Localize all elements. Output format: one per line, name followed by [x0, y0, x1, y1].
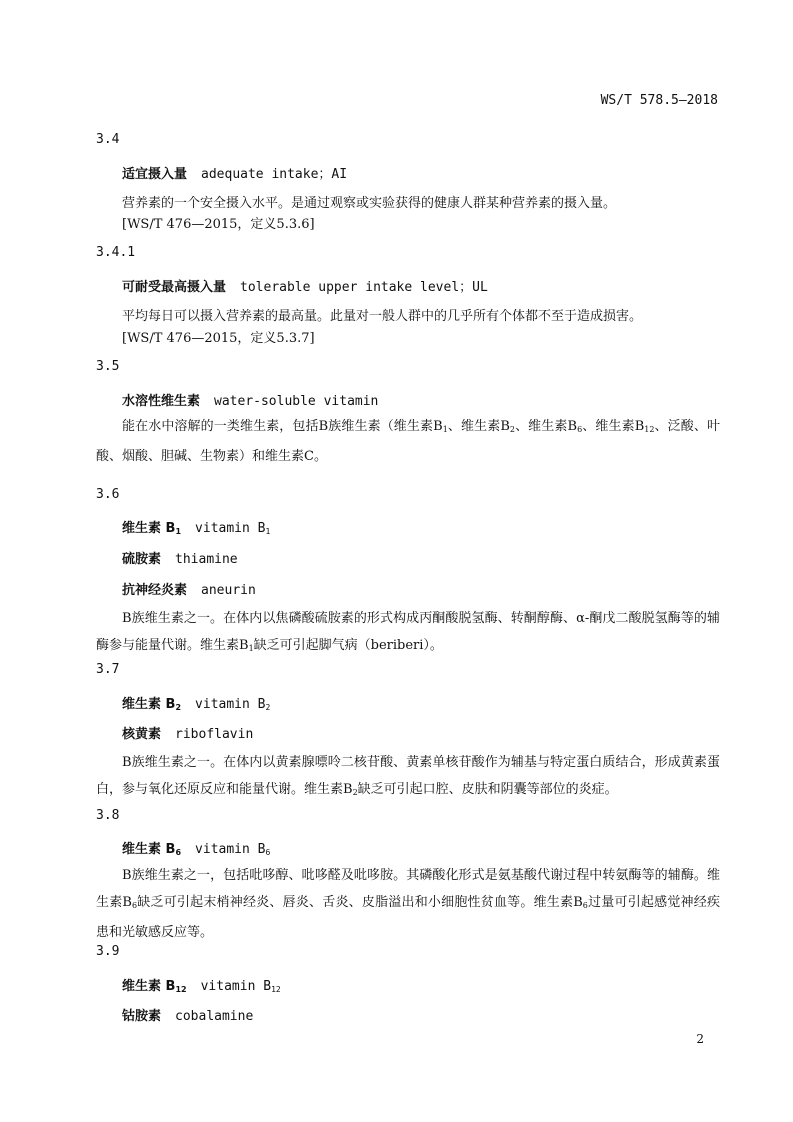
term-entry: [122, 517, 270, 536]
term-entry: [122, 838, 270, 857]
page-number: 2: [696, 1032, 704, 1046]
clause-number: 3.6: [96, 487, 120, 502]
clause-number: 3.9: [96, 944, 120, 959]
clause-number: 3.5: [96, 359, 120, 374]
clause-number: 3.4.1: [96, 245, 136, 260]
term-zh: 维生素 $B_1$: [122, 521, 182, 536]
term-en: water-soluble vitamin: [214, 394, 379, 409]
definition: 营养素的一个安全摄入水平。是通过观察或实验获得的健康人群某种营养素的摄入量。: [122, 196, 617, 211]
term-zh: 适宜摄入量: [122, 167, 188, 182]
term-en: adequate intake；AI: [201, 167, 348, 182]
definition-paragraph: 能在水中溶解的一类维生素，包括B族维生素（维生素$B_1$、维生素$B_2$、维生素$B_6$、维生素$B_{12}$、泛酸、叶酸、烟酸、胆碱、生物素）和维生素C。: [96, 419, 720, 464]
definition-paragraph: B族维生素之一。在体内以黄素腺嘌呤二核苷酸、黄素单核苷酸作为辅基与特定蛋白质结合，形成黄素蛋白，参与氧化还原反应和能量代谢。维生素$B_2$缺乏可引起口腔、皮肤和阴囊等部位的炎症。: [96, 755, 720, 797]
source-reference: [WS/T 476—2015，定义5.3.7]: [122, 331, 315, 346]
term-en: vitamin $B_1$: [195, 521, 271, 536]
term-en: vitamin $B_6$: [195, 842, 271, 857]
term-zh: 维生素 $B_6$: [122, 842, 182, 857]
definition-paragraph: B族维生素之一。在体内以焦磷酸硫胺素的形式构成丙酮酸脱氢酶、转酮醇酶、α-酮戊二酸脱氢酶等的辅酶参与能量代谢。维生素$B_1$缺乏可引起脚气病（beriberi）。: [96, 611, 720, 653]
term-entry: [122, 163, 347, 182]
term-zh: 可耐受最高摄入量: [122, 280, 227, 295]
term-entry: [122, 276, 488, 295]
definition: 平均每日可以摄入营养素的最高量。此量对一般人群中的几乎所有个体都不至于造成损害。: [122, 309, 643, 324]
term-en: tolerable upper intake level；UL: [240, 280, 488, 295]
term-entry: [122, 693, 270, 712]
clause-number: 3.7: [96, 662, 120, 677]
synonym-entry: 抗神经炎素 aneurin: [122, 583, 256, 598]
term-entry: [122, 975, 281, 994]
term-entry: [122, 390, 378, 409]
clause-number: 3.4: [96, 132, 120, 147]
term-zh: 水溶性维生素: [122, 394, 201, 409]
term-zh: 维生素 $B_{12}$: [122, 979, 187, 994]
definition-paragraph: B族维生素之一，包括吡哆醇、吡哆醛及吡哆胺。其磷酸化形式是氨基酸代谢过程中转氨酶等的辅酶。维生素$B_6$缺乏可引起末梢神经炎、唇炎、舌炎、皮脂溢出和小细胞性贫血等。维生素$B_6$过量可引起感觉神经疾患和光敏感反应等。: [96, 868, 720, 940]
synonym-entry: 钴胺素 cobalamine: [122, 1009, 254, 1024]
standard-number: WS/T 578.5—2018: [600, 93, 718, 108]
clause-number: 3.8: [96, 808, 120, 823]
term-en: vitamin $B_{12}$: [200, 979, 281, 994]
term-en: vitamin $B_2$: [195, 697, 271, 712]
source-reference: [WS/T 476—2015，定义5.3.6]: [122, 217, 315, 232]
term-zh: 维生素 $B_2$: [122, 697, 182, 712]
synonym-entry: 核黄素 riboflavin: [122, 727, 254, 742]
synonym-entry: 硫胺素 thiamine: [122, 552, 238, 567]
